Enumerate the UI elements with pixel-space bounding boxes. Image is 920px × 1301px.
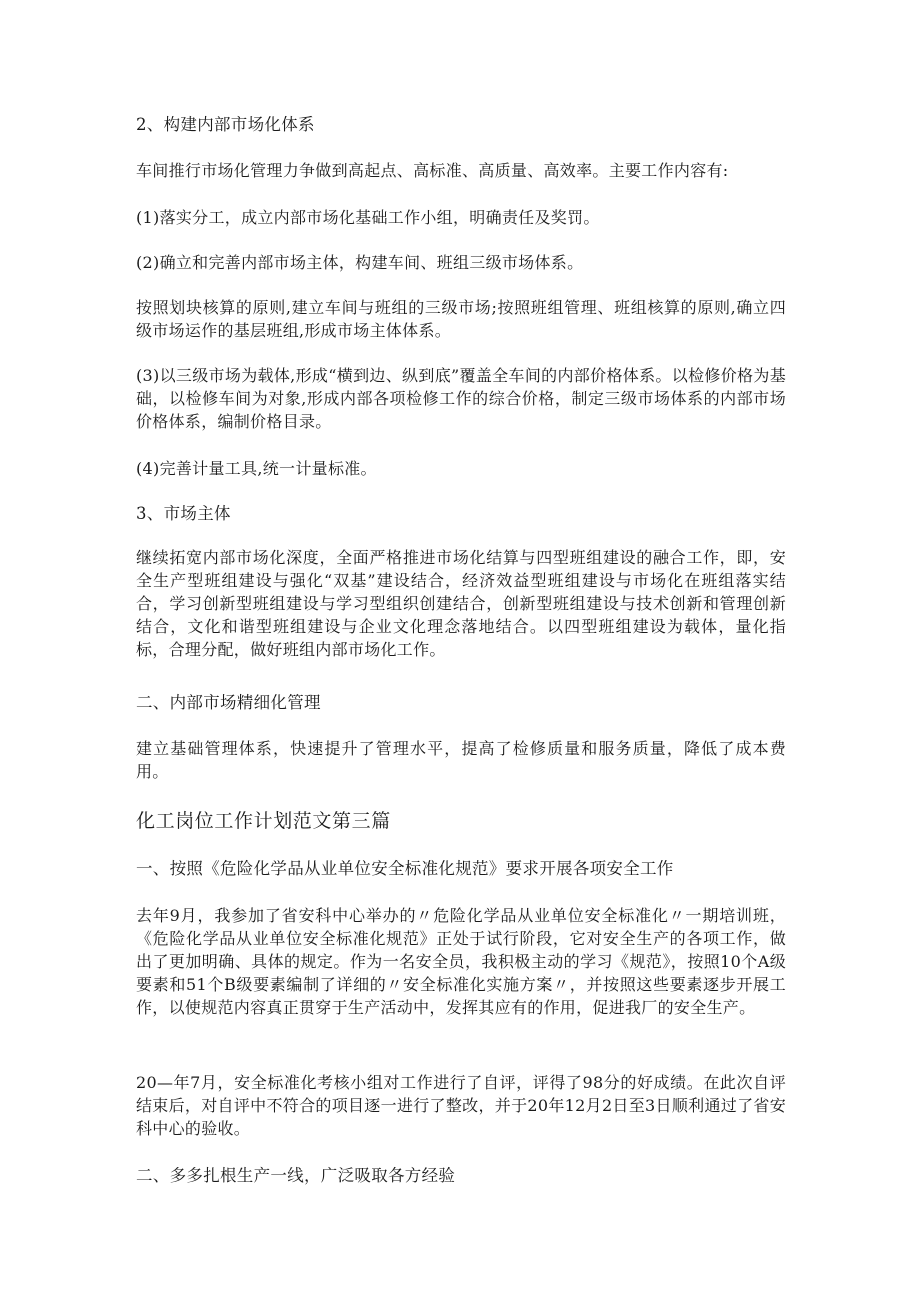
paragraph-basic-management: 建立基础管理体系，快速提升了管理水平，提高了检修质量和服务质量，降低了成本费用。 (136, 739, 786, 781)
section-title-three: 化工岗位工作计划范文第三篇 (136, 810, 391, 832)
paragraph-workshop-intro: 车间推行市场化管理力争做到高起点、高标准、高质量、高效率。主要工作内容有: (136, 161, 729, 180)
heading-3-market-subject: 3、市场主体 (136, 504, 231, 523)
paragraph-item-2: (2)确立和完善内部市场主体，构建车间、班组三级市场体系。 (136, 253, 584, 272)
paragraph-four-type-groups: 继续拓宽内部市场化深度，全面严格推进市场化结算与四型班组建设的融合工作，即，安全生产型班组建设与强化“双基”建设结合，经济效益型班组建设与市场化在班组落实结合，学习创新型班组建设与学习型组织创建结合，创新型班组建设与技术创新和管理创新结合，文化和谐型班组建设与企业文化理念落地结合。以四型班组建设为载体，量化指标，合理分配，做好班组内部市场化工作。 (136, 548, 786, 659)
heading-2-market-system: 2、构建内部市场化体系 (136, 115, 315, 134)
paragraph-self-evaluation: 20—年7月，安全标准化考核小组对工作进行了自评，评得了98分的好成绩。在此次自评结束后，对自评中不符合的项目逐一进行了整改，并于20年12月2日至3日顺利通过了省安科中心的验收。 (136, 1073, 786, 1138)
paragraph-accounting: 按照划块核算的原则,建立车间与班组的三级市场;按照班组管理、班组核算的原则,确立四级市场运作的基层班组,形成市场主体体系。 (136, 298, 786, 340)
paragraph-item-3: (3)以三级市场为载体,形成“横到边、纵到底”覆盖全车间的内部价格体系。以检修价格为基础，以检修车间为对象,形成内部各项检修工作的综合价格，制定三级市场体系的内部市场价格体系，编制价格目录。 (136, 366, 786, 431)
heading-1-safety-standard: 一、按照《危险化学品从业单位安全标准化规范》要求开展各项安全工作 (136, 859, 674, 878)
paragraph-item-4: (4)完善计量工具,统一计量标准。 (136, 459, 377, 478)
paragraph-training: 去年9月，我参加了省安科中心举办的〃危险化学品从业单位安全标准化〃一期培训班，《危险化学品从业单位安全标准化规范》正处于试行阶段，它对安全生产的各项工作，做出了更加明确、具体的规定。作为一名安全员，我积极主动的学习《规范》，按照10个A级要素和51个B级要素编制了详细的〃安全标准化实施方案〃，并按照这些要素逐步开展工作，以使规范内容真正贯穿于生产活动中，发挥其应有的作用，促进我厂的安全生产。 (136, 906, 786, 1017)
heading-2-frontline: 二、多多扎根生产一线，广泛吸取各方经验 (136, 1166, 456, 1185)
heading-2-refined-management: 二、内部市场精细化管理 (136, 693, 321, 712)
paragraph-item-1: (1)落实分工，成立内部市场化基础工作小组，明确责任及奖罚。 (136, 208, 600, 227)
